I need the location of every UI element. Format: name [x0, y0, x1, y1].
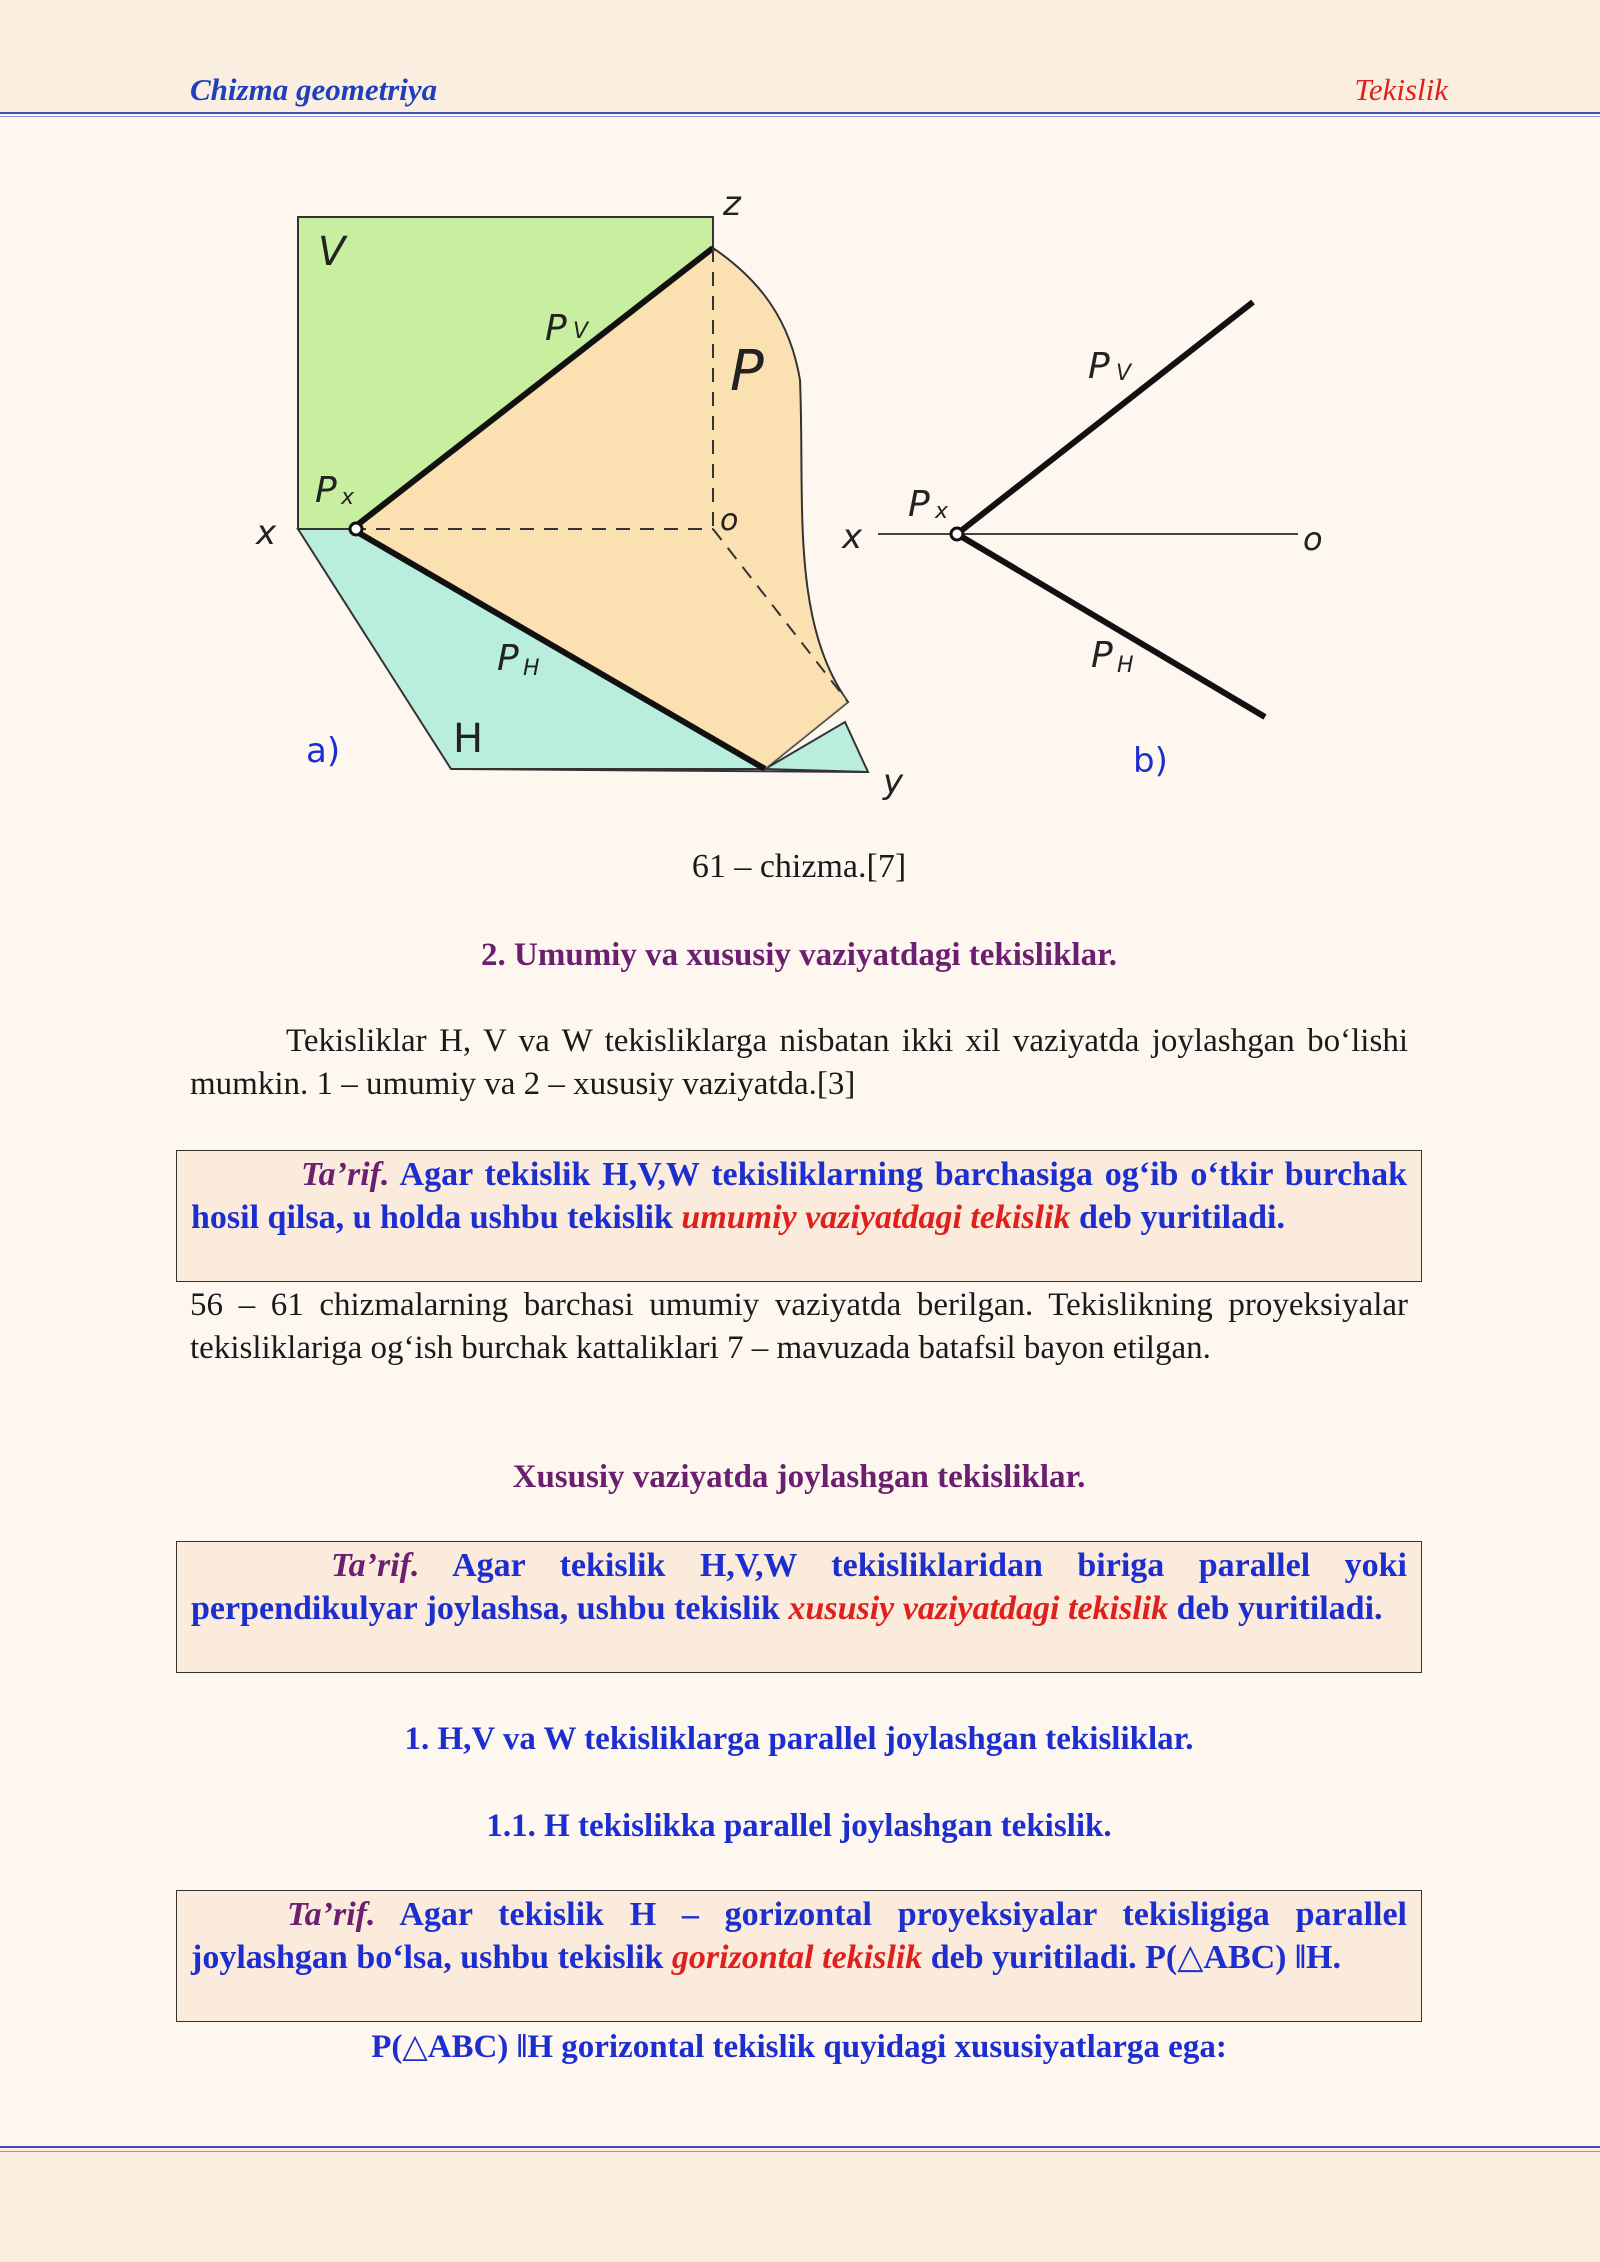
definition-text-end: deb yuritiladi. [1168, 1590, 1383, 1627]
label-pv-b-sub: V [1116, 361, 1132, 386]
label-x-a: x [256, 513, 277, 553]
definition-text: Agar tekislik H,V,W tekisliklarning barchasiga og‘ib o‘tkir burchak hosil qilsa, u holda ushbu tekislik [191, 1156, 1407, 1236]
paragraph-general: 56 – 61 chizmalarning barchasi umumiy vaziyatda berilgan. Tekislikning proyeksiyalar tekisliklariga og‘ish burchak kattaliklari 7 – mavuzada batafsil bayon etilgan. [190, 1287, 1408, 1366]
label-b: b) [1133, 741, 1168, 781]
figure-61 [0, 160, 1600, 820]
label-pv-b: P [1088, 346, 1110, 387]
definition-text: Agar tekislik H – gorizontal proyeksiyalar tekisligiga parallel joylashgan bo‘lsa, ushbu tekislik [191, 1896, 1407, 1976]
definition-term: xususiy vaziyatdagi tekislik [788, 1590, 1169, 1627]
definition-text: Agar tekislik H,V,W tekisliklaridan biriga parallel yoki perpendikulyar joylashsa, ushbu tekislik [191, 1547, 1407, 1627]
label-pv-a-sub: V [573, 319, 589, 344]
footer-rule [0, 2146, 1600, 2148]
definition-term: gorizontal tekislik [671, 1939, 923, 1976]
label-v: V [318, 229, 346, 275]
definition-term: umumiy vaziyatdagi tekislik [681, 1199, 1071, 1236]
point-px-a [350, 523, 362, 535]
trace-ph-b [957, 534, 1265, 717]
paragraph-intro: Tekisliklar H, V va W tekisliklarga nisbatan ikki xil vaziyatda joylashgan bo‘lishi mumkin. 1 – umumiy va 2 – xususiy vaziyatda.[3] [190, 1023, 1408, 1102]
header-rule-thin [0, 116, 1600, 117]
header-book-title: Chizma geometriya [190, 72, 438, 107]
section-heading-parallel: 1. H,V va W tekisliklarga parallel joylashgan tekisliklar. [404, 1721, 1194, 1757]
footer-band [0, 2148, 1600, 2262]
definition-box-general [176, 1150, 1422, 1282]
label-h: H [453, 716, 484, 762]
header-rule [0, 112, 1600, 114]
label-x-b: x [842, 517, 863, 557]
properties-intro-line: P(△ABC) ǁH gorizontal tekislik quyidagi xususiyatlarga ega: [371, 2029, 1227, 2065]
label-ph-a: P [497, 638, 519, 679]
label-ph-b-sub: H [1117, 653, 1134, 678]
trace-pv-b [957, 302, 1253, 534]
label-o-b: o [1303, 520, 1323, 558]
definition-text-end: deb yuritiladi. P(△ABC) ǁH. [922, 1939, 1341, 1976]
definition-box-special [176, 1541, 1422, 1673]
label-px-a: P [315, 470, 337, 511]
label-pv-a: P [545, 308, 567, 349]
definition-label: Ta’rif. [331, 1547, 420, 1584]
definition-text-end: deb yuritiladi. [1070, 1199, 1285, 1236]
point-px-b [951, 528, 963, 540]
section-heading-2: 2. Umumiy va xususiy vaziyatdagi tekisliklar. [481, 937, 1117, 973]
definition-box-horizontal [176, 1890, 1422, 2022]
label-z-a: z [723, 184, 741, 224]
section-heading-horizontal: 1.1. H tekislikka parallel joylashgan tekislik. [486, 1808, 1112, 1844]
header-chapter-title: Tekislik [1354, 72, 1448, 107]
definition-label: Ta’rif. [301, 1156, 390, 1193]
label-px-b-sub: x [935, 499, 949, 524]
footer-rule-thin [0, 2151, 1600, 2152]
figure-caption: 61 – chizma.[7] [691, 848, 907, 885]
label-o-a: o [720, 503, 739, 538]
label-ph-a-sub: H [523, 656, 540, 681]
label-y-a: y [883, 762, 904, 802]
definition-label: Ta’rif. [287, 1896, 376, 1933]
label-px-a-sub: x [341, 485, 355, 510]
label-px-b: P [908, 484, 930, 525]
label-a: a) [306, 731, 341, 771]
label-ph-b: P [1091, 635, 1113, 676]
label-p: P [730, 339, 764, 404]
section-heading-special: Xususiy vaziyatda joylashgan tekisliklar. [512, 1459, 1086, 1495]
